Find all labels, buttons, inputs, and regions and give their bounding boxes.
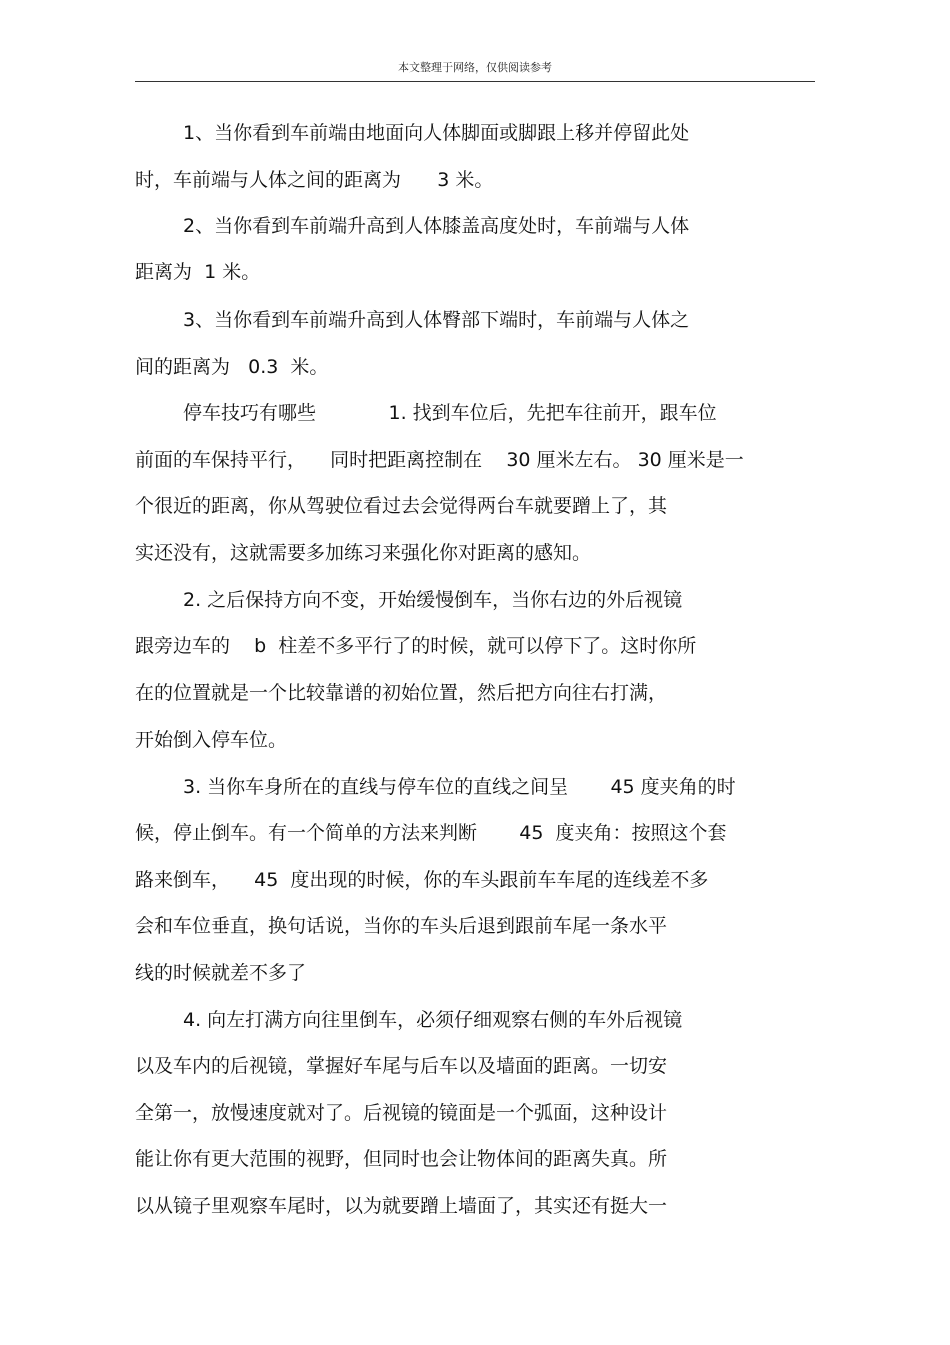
text-line: 能让你有更大范围的视野，但同时也会让物体间的距离失真。所 <box>135 1148 668 1170</box>
text-line: 全第一，放慢速度就对了。后视镜的镜面是一个弧面，这种设计 <box>135 1102 668 1124</box>
text-line: 前面的车保持平行， 同时把距离控制在 30 厘米左右。 30 厘米是一 <box>135 449 744 471</box>
text-line: 以及车内的后视镜，掌握好车尾与后车以及墙面的距离。一切安 <box>135 1055 668 1077</box>
text-line: 间的距离为 0.3 米。 <box>135 356 329 378</box>
text-line: 在的位置就是一个比较靠谱的初始位置，然后把方向往右打满， <box>135 682 668 704</box>
text-line: 路来倒车， 45 度出现的时候，你的车头跟前车车尾的连线差不多 <box>135 869 709 891</box>
text-line: 开始倒入停车位。 <box>135 729 288 751</box>
text-line: 以从镜子里观察车尾时，以为就要蹭上墙面了，其实还有挺大一 <box>135 1195 668 1217</box>
text-line: 会和车位垂直，换句话说，当你的车头后退到跟前车尾一条水平 <box>135 915 668 937</box>
text-line: 3、当你看到车前端升高到人体臀部下端时，车前端与人体之 <box>183 309 690 331</box>
text-line: 线的时候就差不多了 <box>135 962 307 984</box>
text-line: 实还没有，这就需要多加练习来强化你对距离的感知。 <box>135 542 592 564</box>
text-line: 停车技巧有哪些 1. 找到车位后，先把车往前开，跟车位 <box>183 402 717 424</box>
header-divider <box>135 81 815 82</box>
text-line: 2、当你看到车前端升高到人体膝盖高度处时，车前端与人体 <box>183 215 690 237</box>
text-line: 3. 当你车身所在的直线与停车位的直线之间呈 45 度夹角的时 <box>183 776 736 798</box>
text-line: 4. 向左打满方向往里倒车，必须仔细观察右侧的车外后视镜 <box>183 1009 683 1031</box>
text-line: 候，停止倒车。有一个简单的方法来判断 45 度夹角：按照这个套 <box>135 822 727 844</box>
text-line: 1、当你看到车前端由地面向人体脚面或脚跟上移并停留此处 <box>183 122 690 144</box>
text-line: 距离为 1 米。 <box>135 261 261 283</box>
text-line: 时，车前端与人体之间的距离为 3 米。 <box>135 169 494 191</box>
text-line: 跟旁边车的 b 柱差不多平行了的时候，就可以停下了。这时你所 <box>135 635 697 657</box>
page-header-note: 本文整理于网络，仅供阅读参考 <box>398 61 552 74</box>
text-line: 个很近的距离，你从驾驶位看过去会觉得两台车就要蹭上了，其 <box>135 495 668 517</box>
text-line: 2. 之后保持方向不变，开始缓慢倒车，当你右边的外后视镜 <box>183 589 683 611</box>
